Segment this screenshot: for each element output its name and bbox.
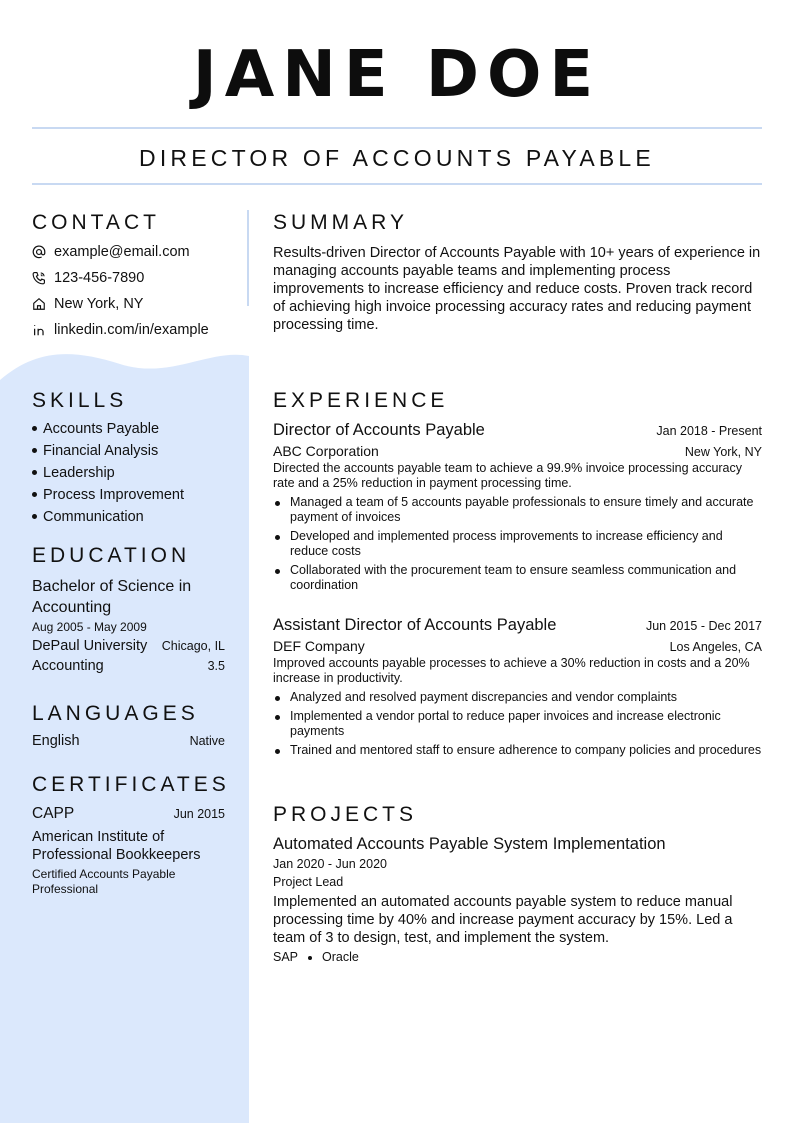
certificate-name: CAPP — [32, 805, 75, 822]
skill-item: Financial Analysis — [32, 440, 225, 462]
separator-dot-icon — [308, 956, 312, 960]
linkedin-icon — [32, 323, 46, 337]
contact-linkedin[interactable] — [32, 317, 225, 343]
phone-text: 123-456-7890 — [54, 270, 145, 286]
language-item — [32, 733, 225, 749]
job-title: Assistant Director of Accounts Payable — [273, 616, 557, 634]
skill-item: Accounts Payable — [32, 418, 225, 440]
tech-item: Oracle — [322, 950, 359, 964]
school-name: DePaul University — [32, 638, 148, 654]
bullet-dot-icon — [32, 492, 37, 497]
bullet-dot-icon — [32, 514, 37, 519]
project-tech — [273, 950, 762, 964]
project-entry — [273, 835, 762, 964]
job-title-heading: DIRECTOR OF ACCOUNTS PAYABLE — [139, 145, 655, 171]
certificate-entry — [32, 805, 225, 897]
job-title: Director of Accounts Payable — [273, 421, 485, 439]
header-bottom-divider — [32, 183, 762, 185]
degree: Bachelor of Science in Accounting — [32, 578, 192, 616]
job-description: Improved accounts payable processes to achieve a 30% reduction in costs and a 20% increase in productivity. — [273, 656, 750, 685]
school-location: Chicago, IL — [161, 639, 225, 653]
job-bullets — [273, 690, 762, 758]
job-bullet: Developed and implemented process improvements to increase efficiency and reduce costs — [273, 529, 762, 559]
job-company-row — [273, 443, 762, 459]
project-description: Implemented an automated accounts payable system to reduce manual processing time by 40% and increase payment accuracy by 15%. Led a team of 3 to design, test, and implement the system. — [273, 894, 733, 946]
languages-list — [32, 733, 225, 749]
project-role: Project Lead — [273, 875, 344, 889]
certificates-heading: CERTIFICATES — [32, 773, 230, 796]
tech-item: SAP — [273, 950, 299, 964]
job-company-row — [273, 638, 762, 654]
column-divider — [247, 210, 249, 306]
projects-heading: PROJECTS — [273, 803, 418, 826]
job-entry — [273, 421, 762, 593]
skill-item: Communication — [32, 506, 225, 528]
language-name: English — [32, 733, 80, 749]
education-dates: Aug 2005 - May 2009 — [32, 620, 147, 634]
job-bullets — [273, 495, 762, 593]
gpa: 3.5 — [207, 659, 225, 673]
field-row — [32, 658, 225, 674]
field-of-study: Accounting — [32, 658, 104, 674]
summary-heading: SUMMARY — [273, 211, 408, 234]
skill-item: Process Improvement — [32, 484, 225, 506]
languages-heading: LANGUAGES — [32, 702, 199, 725]
job-bullet: Collaborated with the procurement team to ensure seamless communication and coordination — [273, 563, 762, 593]
home-icon — [32, 297, 46, 311]
job-location: New York, NY — [684, 445, 762, 459]
job-bullet: Analyzed and resolved payment discrepancies and vendor complaints — [273, 690, 762, 705]
job-location: Los Angeles, CA — [669, 640, 762, 654]
candidate-name: JANE DOE — [192, 38, 602, 112]
job-dates: Jun 2015 - Dec 2017 — [645, 619, 762, 633]
contact-list — [32, 239, 225, 343]
job-entry — [273, 616, 762, 758]
certificate-date: Jun 2015 — [173, 807, 225, 821]
contact-phone[interactable] — [32, 265, 225, 291]
language-level: Native — [189, 734, 225, 748]
job-description: Directed the accounts payable team to achieve a 99.9% invoice processing accuracy rate and a 25% reduction in payment processing time. — [273, 461, 743, 490]
skills-list — [32, 418, 225, 528]
education-heading: EDUCATION — [32, 544, 191, 567]
bullet-dot-icon — [32, 470, 37, 475]
job-header — [273, 421, 762, 440]
job-bullet: Managed a team of 5 accounts payable professionals to ensure timely and accurate payment of invoices — [273, 495, 762, 525]
job-dates: Jan 2018 - Present — [656, 424, 762, 438]
education-entry — [32, 576, 225, 674]
linkedin-text: linkedin.com/in/example — [54, 322, 209, 338]
certificate-issuer: American Institute of Professional Bookkeepers — [32, 829, 201, 863]
email-text: example@email.com — [54, 244, 190, 260]
project-dates: Jan 2020 - Jun 2020 — [273, 857, 387, 871]
school-row — [32, 638, 225, 654]
location-text: New York, NY — [54, 296, 144, 312]
job-bullet: Implemented a vendor portal to reduce paper invoices and increase electronic payments — [273, 709, 762, 739]
summary-text: Results-driven Director of Accounts Payable with 10+ years of experience in managing accounts payable teams and implementing process improvements to increase efficiency and reduce costs. Proven track record of achieving high invoice processing accuracy rates and reducing payment processing time. — [273, 245, 761, 333]
job-company: ABC Corporation — [273, 443, 379, 459]
job-header — [273, 616, 762, 635]
job-company: DEF Company — [273, 638, 365, 654]
at-icon — [32, 245, 46, 259]
contact-email[interactable] — [32, 239, 225, 265]
certificate-row — [32, 805, 225, 823]
skills-heading: SKILLS — [32, 389, 128, 412]
job-bullet: Trained and mentored staff to ensure adherence to company policies and procedures — [273, 743, 762, 758]
skill-item: Leadership — [32, 462, 225, 484]
certificate-full-name: Certified Accounts Payable Professional — [32, 867, 176, 896]
contact-location — [32, 291, 225, 317]
contact-heading: CONTACT — [32, 211, 160, 234]
project-title: Automated Accounts Payable System Implementation — [273, 835, 666, 853]
bullet-dot-icon — [32, 426, 37, 431]
header-top-divider — [32, 127, 762, 129]
bullet-dot-icon — [32, 448, 37, 453]
phone-icon — [32, 271, 46, 285]
experience-heading: EXPERIENCE — [273, 389, 449, 412]
